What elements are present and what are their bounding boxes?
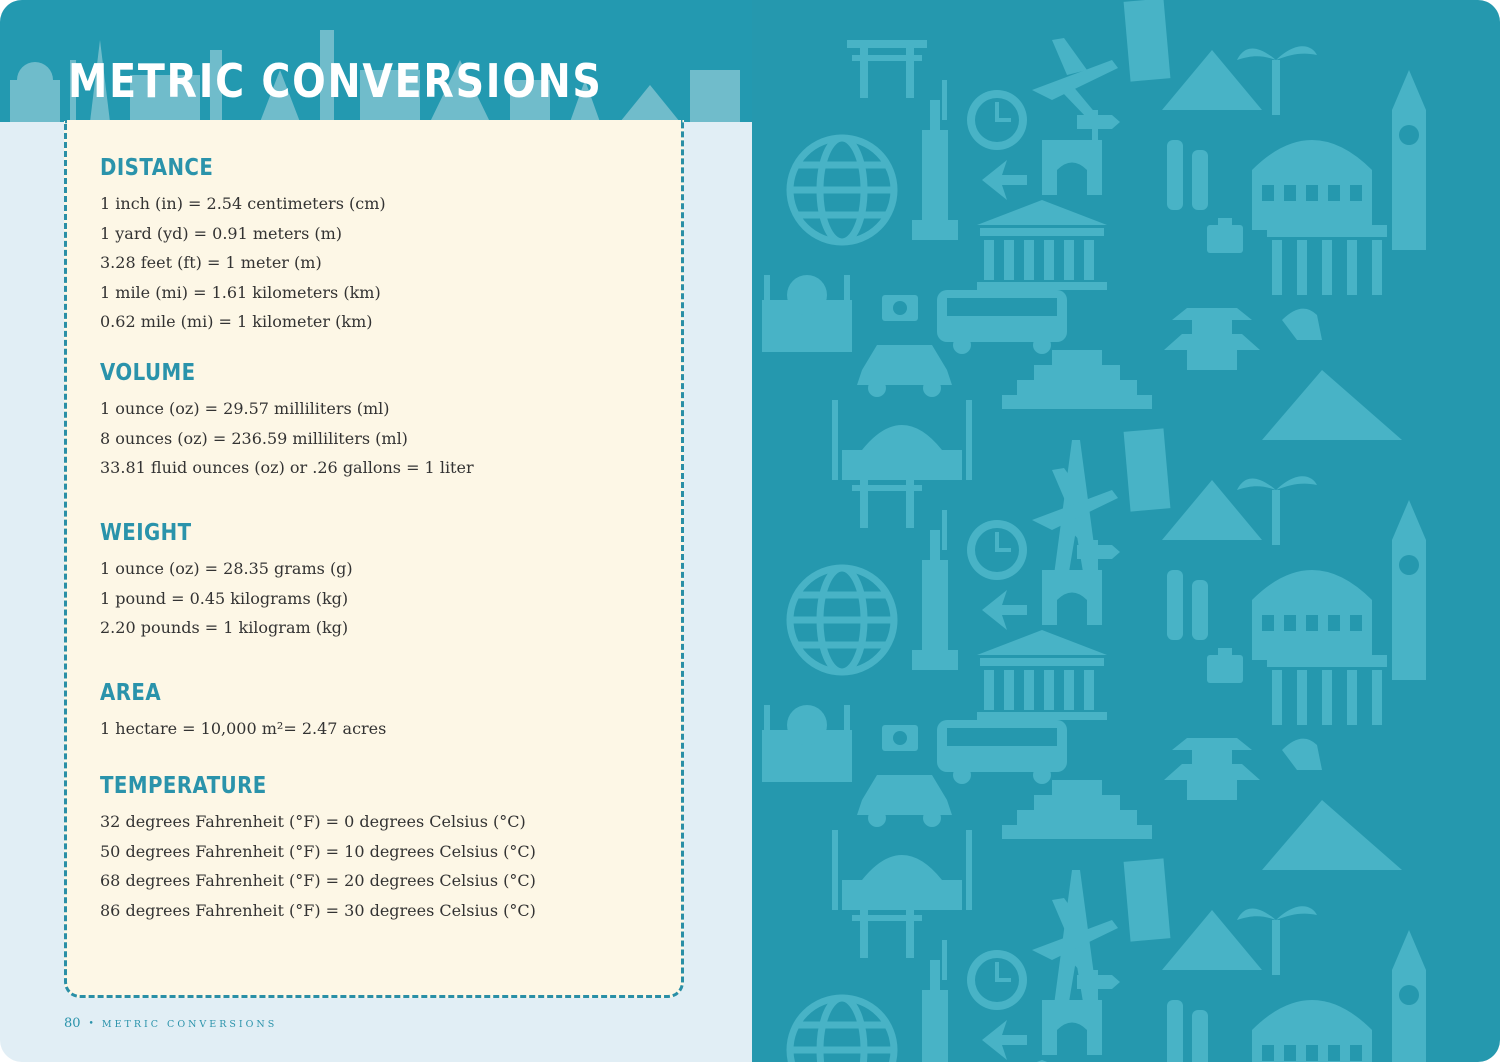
section-heading: WEIGHT	[100, 520, 192, 546]
footer-separator: •	[88, 1018, 94, 1029]
right-page	[752, 0, 1500, 1062]
page-number: 80	[64, 1016, 81, 1031]
page-title: METRIC CONVERSIONS	[68, 54, 603, 108]
conversion-line: 68 degrees Fahrenheit (°F) = 20 degrees Celsius (°C)	[100, 871, 536, 891]
conversion-line: 50 degrees Fahrenheit (°F) = 10 degrees Celsius (°C)	[100, 841, 536, 861]
conversion-line: 1 ounce (oz) = 29.57 milliliters (ml)	[100, 399, 390, 418]
conversion-line: 32 degrees Fahrenheit (°F) = 0 degrees Celsius (°C)	[100, 812, 526, 831]
header-band	[0, 0, 752, 122]
conversion-line: 3.28 feet (ft) = 1 meter (m)	[100, 253, 322, 273]
conversion-line: 0.62 mile (mi) = 1 kilometer (km)	[100, 312, 373, 332]
running-title: METRIC CONVERSIONS	[101, 1019, 278, 1030]
conversion-line: 1 pound = 0.45 kilograms (kg)	[100, 588, 349, 608]
section-heading: TEMPERATURE	[100, 773, 267, 799]
section-volume	[100, 360, 474, 483]
conversion-line: 1 hectare = 10,000 m²= 2.47 acres	[100, 719, 387, 738]
section-weight	[100, 520, 353, 643]
conversion-card	[64, 120, 684, 998]
conversion-line: 1 ounce (oz) = 28.35 grams (g)	[100, 559, 353, 578]
section-heading: DISTANCE	[100, 155, 214, 181]
section-heading: AREA	[100, 680, 162, 706]
conversion-line: 1 yard (yd) = 0.91 meters (m)	[100, 223, 343, 243]
section-temperature	[100, 773, 536, 925]
section-heading: VOLUME	[100, 360, 196, 386]
conversion-line: 1 mile (mi) = 1.61 kilometers (km)	[100, 282, 381, 302]
conversion-line: 33.81 fluid ounces (oz) or .26 gallons = 1 liter	[100, 458, 474, 478]
travel-pattern	[752, 0, 1500, 1062]
section-distance	[100, 155, 386, 337]
conversion-line: 2.20 pounds = 1 kilogram (kg)	[100, 618, 349, 638]
conversion-line: 8 ounces (oz) = 236.59 milliliters (ml)	[100, 428, 408, 448]
conversion-line: 1 inch (in) = 2.54 centimeters (cm)	[100, 194, 386, 213]
page-footer	[64, 1016, 277, 1031]
conversion-line: 86 degrees Fahrenheit (°F) = 30 degrees Celsius (°C)	[100, 900, 536, 920]
section-area	[100, 680, 386, 744]
